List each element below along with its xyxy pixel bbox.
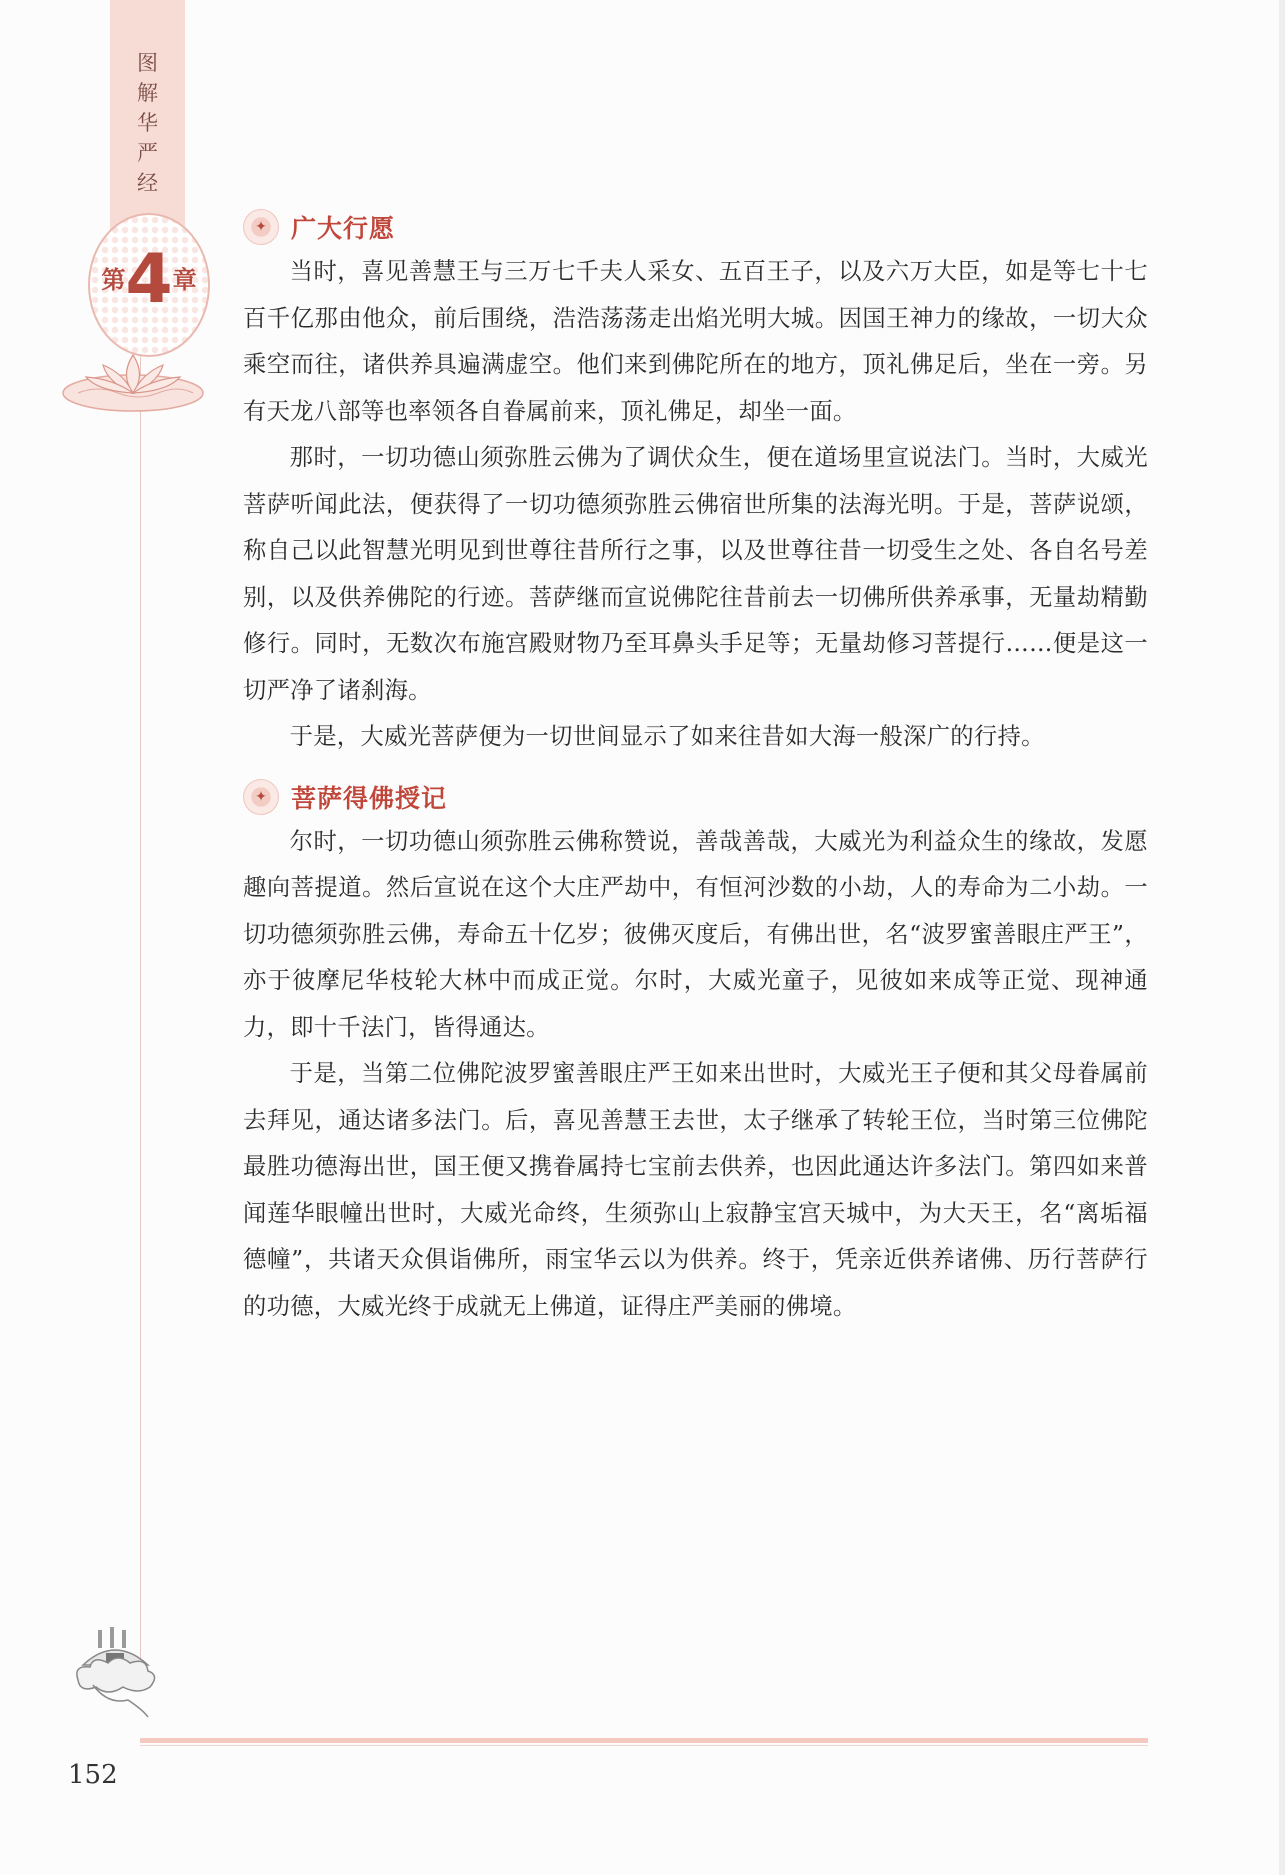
section-heading-text: 广大行愿 bbox=[291, 214, 396, 243]
lotus-icon bbox=[58, 345, 208, 415]
paragraph: 当时，喜见善慧王与三万七千夫人采女、五百王子，以及六万大臣，如是等七十七百千亿那由他众，前后围绕，浩浩荡荡走出焰光明大城。因国王神力的缘故，一切大众乘空而往，诸供养具遍满虚空。他们来到佛陀所在的地方，顶礼佛足后，坐在一旁。另有天龙八部等也率领各自眷属前来，顶礼佛足，却坐一面。 bbox=[243, 258, 1148, 425]
paragraph: 尔时，一切功德山须弥胜云佛称赞说，善哉善哉，大威光为利益众生的缘故，发愿趣向菩提道。然后宣说在这个大庄严劫中，有恒河沙数的小劫，人的寿命为二小劫。一切功德须弥胜云佛，寿命五十亿岁；彼佛灭度后，有佛出世，名“波罗蜜善眼庄严王”，亦于彼摩尼华枝轮大林中而成正觉。尔时，大威光童子，见彼如来成等正觉、现神通力，即十千法门，皆得通达。 bbox=[243, 827, 1148, 1041]
paragraph: 于是，大威光菩萨便为一切世间显示了如来往昔如大海一般深广的行持。 bbox=[289, 723, 1045, 750]
footer-rule-thin bbox=[140, 1745, 1148, 1746]
page-edge bbox=[1279, 0, 1285, 1875]
running-title-char: 经 bbox=[137, 171, 158, 195]
margin-rule bbox=[140, 230, 141, 1670]
section-heading-text: 菩萨得佛授记 bbox=[291, 783, 448, 813]
section-bullet-icon: ✦ bbox=[243, 209, 279, 245]
cloud-ornament-icon bbox=[68, 1625, 163, 1720]
footer-rule bbox=[140, 1738, 1148, 1743]
section-bullet-icon: ✦ bbox=[243, 779, 279, 815]
running-title bbox=[110, 48, 185, 198]
running-title-char: 图 bbox=[137, 51, 158, 75]
page-number: 152 bbox=[68, 1760, 118, 1790]
section-heading bbox=[243, 205, 1148, 249]
chapter-suffix: 章 bbox=[172, 266, 197, 294]
chapter-label bbox=[88, 240, 210, 319]
running-title-char: 解 bbox=[137, 81, 158, 105]
running-title-char: 严 bbox=[137, 141, 158, 165]
running-title-char: 华 bbox=[137, 111, 158, 135]
paragraph: 那时，一切功德山须弥胜云佛为了调伏众生，便在道场里宣说法门。当时，大威光菩萨听闻此法，便获得了一切功德须弥胜云佛宿世所集的法海光明。于是，菩萨说颂，称自己以此智慧光明见到世尊往昔所行之事，以及世尊往昔一切受生之处、各自名号差别，以及供养佛陀的行迹。菩萨继而宣说佛陀往昔前去一切佛所供养承事，无量劫精勤修行。同时，无数次布施宫殿财物乃至耳鼻头手足等；无量劫修习菩提行……便是这一切严净了诸刹海。 bbox=[243, 444, 1148, 704]
section-heading bbox=[243, 775, 1148, 819]
paragraph: 于是，当第二位佛陀波罗蜜善眼庄严王如来出世时，大威光王子便和其父母眷属前去拜见，通达诸多法门。后，喜见善慧王去世，太子继承了转轮王位，当时第三位佛陀最胜功德海出世，国王便又携眷属持七宝前去供养，也因此通达许多法门。第四如来普闻莲华眼幢出世时，大威光命终，生须弥山上寂静宝宫天城中，为大天王，名“离垢福德幢”，共诸天众俱诣佛所，雨宝华云以为供养。终于，凭亲近供养诸佛、历行菩萨行的功德，大威光终于成就无上佛道，证得庄严美丽的佛境。 bbox=[243, 1060, 1148, 1320]
chapter-number: 4 bbox=[125, 240, 173, 319]
main-text bbox=[243, 205, 1148, 1330]
chapter-prefix: 第 bbox=[101, 266, 126, 294]
